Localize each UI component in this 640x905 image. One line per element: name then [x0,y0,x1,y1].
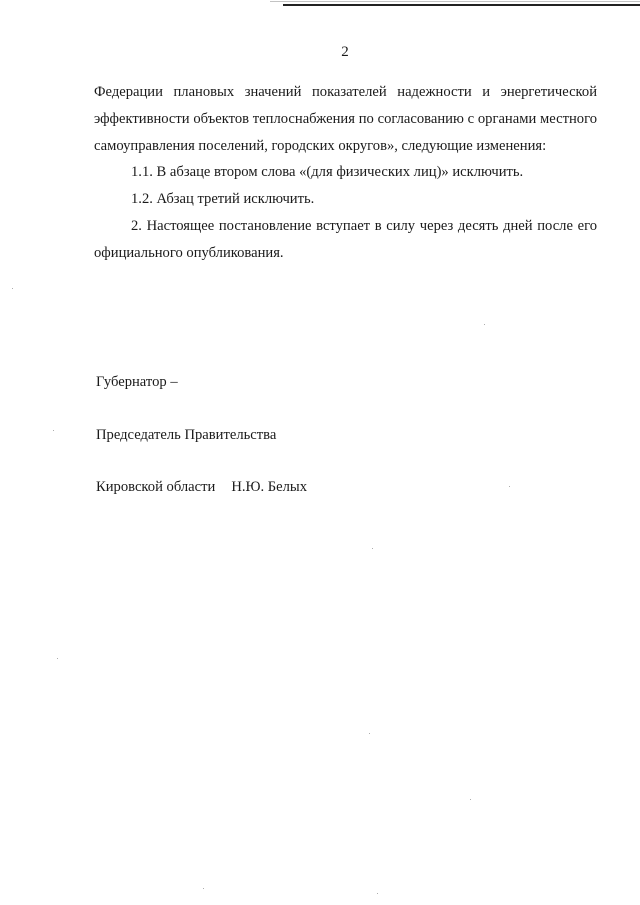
scan-speck [484,324,485,325]
signature-region: Кировской области [96,479,216,495]
signature-position: Председатель Правительства [96,426,277,443]
paragraph-item-1-1: 1.1. В абзаце втором слова «(для физических лиц)» исключить. [131,164,524,181]
signature-block [96,339,307,532]
scan-speck [377,893,378,894]
page-number: 2 [341,44,349,60]
scan-speck [57,658,58,659]
document-body [94,79,597,267]
scan-speck [53,430,54,431]
paragraph-item-1-2: 1.2. Абзац третий исключить. [131,191,315,208]
scan-speck [470,799,471,800]
scan-speck [369,733,370,734]
scan-speck [12,288,13,289]
paragraph-item-2: 2. Настоящее постановление вступает в силу через десять дней после его официального опубликования. [94,217,597,261]
scan-speck [203,888,204,889]
scan-speck [509,486,510,487]
header-rule [283,4,640,6]
paragraph-continuation: Федерации плановых значений показателей надежности и энергетической эффективности объектов теплоснабжения по согласованию с органами местного самоуправления поселений, городских округов», следующие изменения: [94,84,597,154]
signature-region-line [96,479,307,497]
signature-title: Губернатор – [96,374,178,390]
scan-speck [372,548,373,549]
signatory-name: Н.Ю. Белых [231,479,308,495]
header-rule-faint [270,1,640,2]
